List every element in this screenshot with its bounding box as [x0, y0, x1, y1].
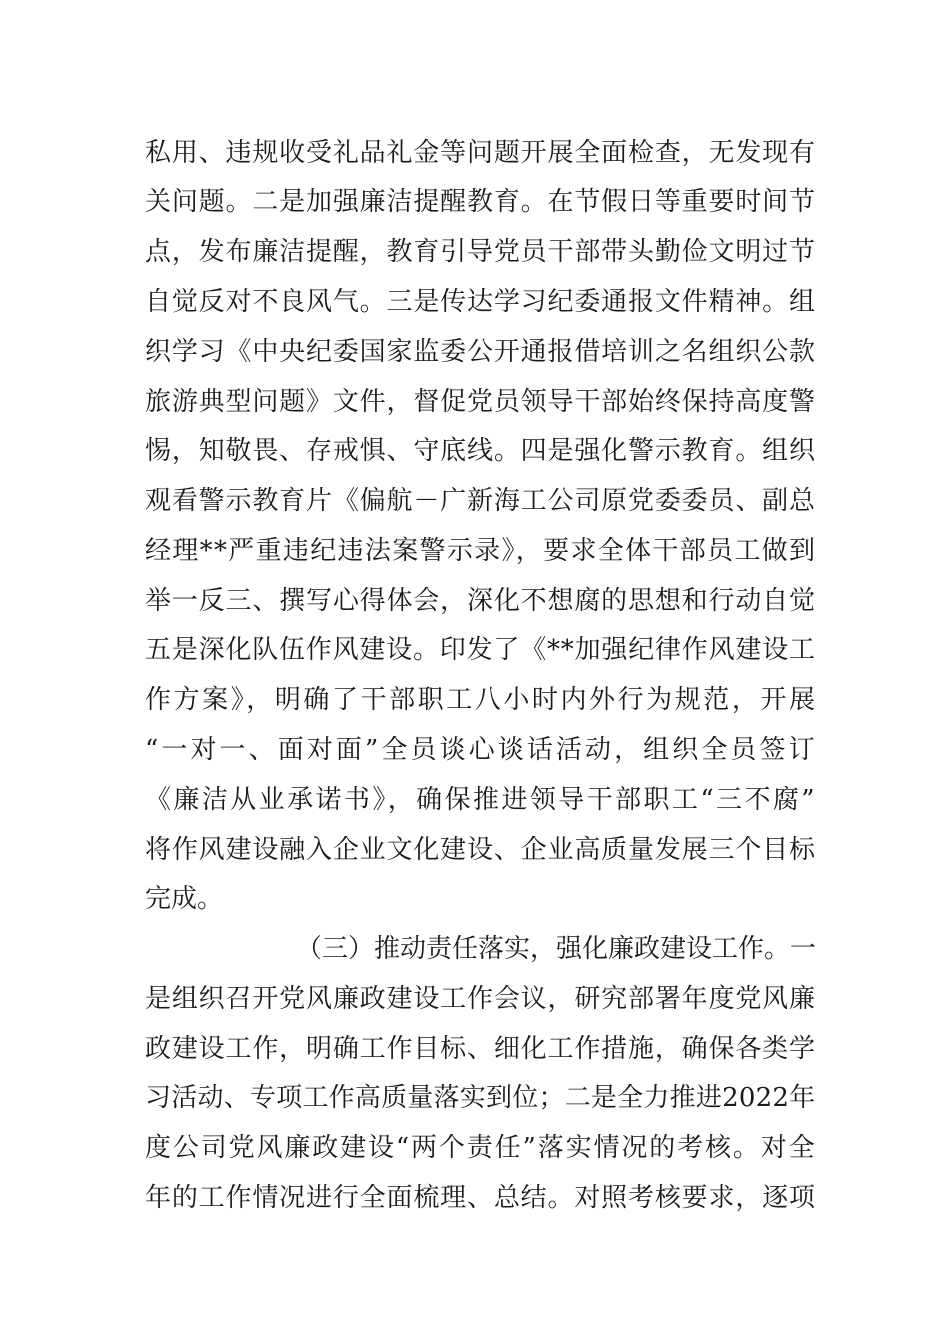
text-line: 五是深化队伍作风建设。印发了《**加强纪律作风建设工: [145, 635, 816, 665]
text-line: 完成。: [145, 884, 224, 914]
text-line: 年的工作情况进行全面梳理、总结。对照考核要求，逐项: [145, 1183, 816, 1213]
text-line: 观看警示教育片《偏航－广新海工公司原党委委员、副总: [145, 486, 816, 516]
text-line: 自觉反对不良风气。三是传达学习纪委通报文件精神。组: [145, 287, 816, 317]
text-line: 织学习《中央纪委国家监委公开通报借培训之名组织公款: [145, 337, 816, 367]
text-line: 政建设工作，明确工作目标、细化工作措施，确保各类学: [145, 1034, 816, 1064]
text-line: “一对一、面对面”全员谈心谈话活动，组织全员签订: [145, 735, 818, 765]
text-line: 作方案》，明确了干部职工八小时内外行为规范，开展: [145, 685, 818, 715]
text-line: 度公司党风廉政建设“两个责任”落实情况的考核。对全: [145, 1133, 817, 1163]
text-line: 惕，知敬畏、存戒惧、守底线。四是强化警示教育。组织: [145, 436, 816, 466]
text-line: 私用、违规收受礼品礼金等问题开展全面检查，无发现有: [145, 138, 816, 168]
text-line: 习活动、专项工作高质量落实到位；二是全力推进2022年: [145, 1083, 816, 1113]
section-heading-line: （三）推动责任落实，强化廉政建设工作。一: [296, 934, 817, 964]
text-line: 旅游典型问题》文件，督促党员领导干部始终保持高度警: [145, 387, 816, 417]
text-line: 《廉洁从业承诺书》，确保推进领导干部职工“三不腐”: [145, 785, 818, 815]
text-line: 点，发布廉洁提醒，教育引导党员干部带头勤俭文明过节: [145, 237, 816, 267]
text-line: 经理**严重违纪违法案警示录》，要求全体干部员工做到: [145, 536, 817, 566]
text-line: 关问题。二是加强廉洁提醒教育。在节假日等重要时间节: [145, 187, 816, 217]
text-line: 是组织召开党风廉政建设工作会议，研究部署年度党风廉: [145, 984, 816, 1014]
text-line: 举一反三、撰写心得体会，深化不想腐的思想和行动自觉: [145, 586, 816, 616]
text-line: 将作风建设融入企业文化建设、企业高质量发展三个目标: [145, 835, 816, 865]
